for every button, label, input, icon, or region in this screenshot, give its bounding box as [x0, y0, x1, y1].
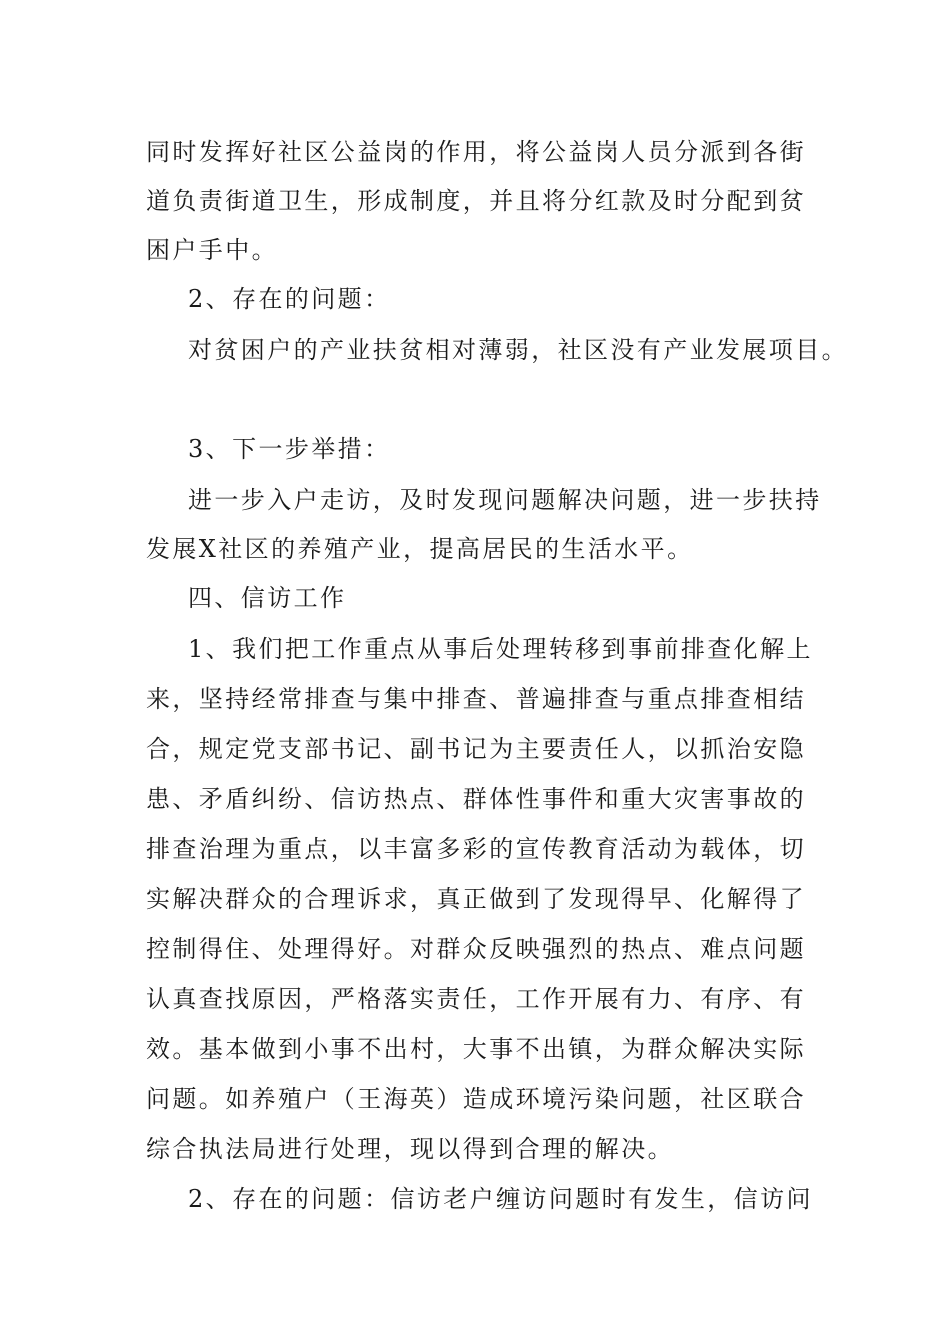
section-heading: 2、存在的问题：	[188, 285, 391, 313]
paragraph-line: 综合执法局进行处理，现以得到合理的解决。	[146, 1135, 674, 1163]
paragraph-line: 1、我们把工作重点从事后处理转移到事前排查化解上	[188, 635, 813, 663]
paragraph-line: 问题。如养殖户（王海英）造成环境污染问题，社区联合	[146, 1085, 806, 1113]
paragraph-line: 2、存在的问题：信访老户缠访问题时有发生，信访问	[188, 1185, 813, 1213]
paragraph-line: 道负责街道卫生，形成制度，并且将分红款及时分配到贫	[146, 187, 806, 215]
paragraph-line: 合，规定党支部书记、副书记为主要责任人，以抓治安隐	[146, 735, 806, 763]
paragraph-line: 进一步入户走访，及时发现问题解决问题，进一步扶持	[188, 486, 822, 514]
paragraph-line: 控制得住、处理得好。对群众反映强烈的热点、难点问题	[146, 935, 806, 963]
paragraph-line: 来，坚持经常排查与集中排查、普遍排查与重点排查相结	[146, 685, 806, 713]
paragraph-line: 发展X社区的养殖产业，提高居民的生活水平。	[146, 535, 694, 563]
paragraph-line: 患、矛盾纠纷、信访热点、群体性事件和重大灾害事故的	[146, 785, 806, 813]
section-heading: 四、信访工作	[188, 584, 347, 612]
paragraph-line: 认真查找原因，严格落实责任，工作开展有力、有序、有	[146, 985, 806, 1013]
paragraph-line: 对贫困户的产业扶贫相对薄弱，社区没有产业发展项目。	[188, 336, 848, 364]
paragraph-line: 同时发挥好社区公益岗的作用，将公益岗人员分派到各街	[146, 138, 806, 166]
paragraph-line: 效。基本做到小事不出村，大事不出镇，为群众解决实际	[146, 1035, 806, 1063]
paragraph-line: 实解决群众的合理诉求，真正做到了发现得早、化解得了	[146, 885, 806, 913]
paragraph-line: 排查治理为重点，以丰富多彩的宣传教育活动为载体，切	[146, 835, 806, 863]
section-heading: 3、下一步举措：	[188, 435, 391, 463]
paragraph-line: 困户手中。	[146, 236, 278, 264]
